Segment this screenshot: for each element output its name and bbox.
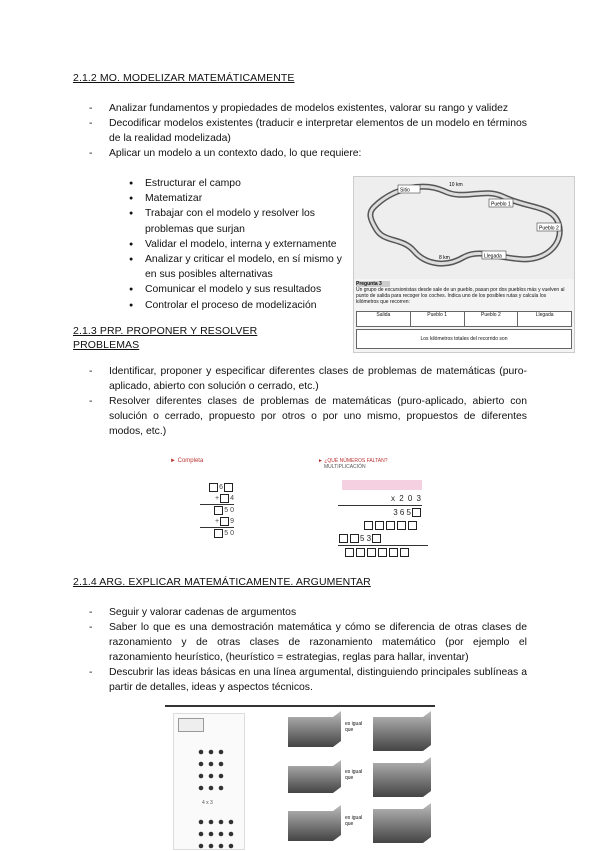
route-map-figure: [353, 176, 575, 353]
table-header: Salida: [357, 312, 411, 326]
dot-array-card: [173, 713, 245, 850]
map-label-llegada: Llegada: [484, 253, 502, 260]
list-item: ● Comunicar el modelo y sus resultados: [145, 282, 350, 297]
section-heading-modelizar: 2.1.2 MO. MODELIZAR MATEMÁTICAMENTE: [73, 72, 295, 84]
list-item: - Resolver diferentes clases de problemas de matemáticas (puro-aplicado, abierto con solución o cerrado, propuesto por otros o por uno mismo, propuestos de diferentes modos, etc.): [109, 394, 527, 439]
map-label-pueblo-1: Pueblo 1: [491, 201, 511, 208]
map-distance-label: 8 km: [439, 255, 450, 261]
list-item: - Identificar, proponer y especificar diferentes clases de problemas de matemáticas (puro-aplicado, abierto con solución o cerrado, etc.): [109, 364, 527, 394]
section-heading-problemas: [73, 324, 257, 352]
digit: 5 0: [224, 530, 234, 537]
box-label: es igual que: [345, 815, 363, 827]
list-item: - Analizar fundamentos y propiedades de modelos existentes, valorar su rango y validez: [109, 101, 527, 116]
map-distance-label: 10 km: [449, 182, 463, 188]
digit: 9: [230, 518, 234, 525]
section-1-list: [109, 101, 527, 161]
table-footer: Los kilómetros totales del recorrido son: [356, 329, 572, 349]
digit: 4: [230, 495, 234, 502]
figure-caption: MULTIPLICACIÓN: [324, 464, 366, 470]
list-item: ● Matematizar: [145, 191, 350, 206]
route-table: [356, 311, 572, 327]
list-item: - Decodificar modelos existentes (traducir e interpretar elementos de un modelo en términos de la realidad modelizada): [109, 116, 527, 146]
list-item: ● Analizar y criticar el modelo, en sí mismo y en sus posibles alternativas: [145, 252, 350, 282]
problem-text: Un grupo de excursionistas desde sale de un pueblo, pasan por dos pueblos más y vuelven al punto de salida para recoger los coches. Indica uno de los posibles rutas y calcula los kilómetros que recorren:: [356, 287, 565, 305]
list-item: ● Validar el modelo, interna y externamente: [145, 237, 350, 252]
list-item: ● Estructurar el campo: [145, 176, 350, 191]
box-label: es igual que: [345, 721, 363, 733]
heading-line: PROBLEMAS: [73, 339, 140, 351]
dot-array-image: [174, 714, 244, 849]
bullet-marker-icon: ►: [170, 458, 176, 464]
figure-caption: ¿QUÉ NÚMEROS FALTAN?: [324, 458, 388, 464]
map-label-pueblo-2: Pueblo 2: [539, 225, 559, 232]
section-heading-argumentar: 2.1.4 ARG. EXPLICAR MATEMÁTICAMENTE. ARGUMENTAR: [73, 576, 371, 588]
list-item: ● Trabajar con el modelo y resolver los problemas que surjan: [145, 206, 350, 236]
section-3-list: [109, 605, 527, 695]
table-header: Pueblo 1: [411, 312, 465, 326]
digit: 5 0: [224, 507, 234, 514]
digit: 3 6 5: [393, 508, 411, 517]
multiplication-exercise-figure: ► ¿QUÉ NÚMEROS FALTAN? MULTIPLICACIÓN x 2 0 3 3 6 5 5 3: [318, 458, 438, 558]
digit: 6: [219, 484, 223, 491]
problem-title: Pregunta 3: [356, 281, 390, 287]
table-header: Pueblo 2: [465, 312, 519, 326]
route-map-image: [354, 177, 574, 279]
multiplication-array-figure: [165, 705, 435, 848]
list-item: - Seguir y valorar cadenas de argumentos: [109, 605, 527, 620]
addition-exercise-figure: ► Completa 6 + 4 5 0 + 9 5 0: [170, 458, 250, 548]
list-item: - Descubrir las ideas básicas en una línea argumental, distinguiendo principales sublíneas a partir de detalles, ideas y aspectos técnicos.: [109, 665, 527, 695]
multiplier: x 2 0 3: [390, 494, 422, 503]
box-label: es igual que: [345, 769, 363, 781]
list-item: - Saber lo que es una demostración matemática y cómo se diferencia de otras clases de razonamiento y de otras clases de razonamiento matemático (por ejemplo el razonamiento heurístico, (heurístico = estrategias, reglas para hallar, inventar): [109, 620, 527, 665]
map-label-sitio: Sitio: [400, 187, 410, 194]
list-item: - Aplicar un modelo a un contexto dado, lo que requiere:: [109, 146, 527, 161]
section-2-list: [109, 364, 527, 439]
list-item: ● Controlar el proceso de modelización: [145, 298, 350, 313]
section-1-sublist: [145, 176, 350, 313]
digit: 5 3: [360, 534, 372, 543]
figure-caption: Completa: [177, 458, 204, 464]
card-label: 4 x 3: [202, 800, 213, 806]
table-header: Llegada: [535, 312, 554, 318]
heading-line: 2.1.3 PRP. PROPONER Y RESOLVER: [73, 325, 258, 337]
